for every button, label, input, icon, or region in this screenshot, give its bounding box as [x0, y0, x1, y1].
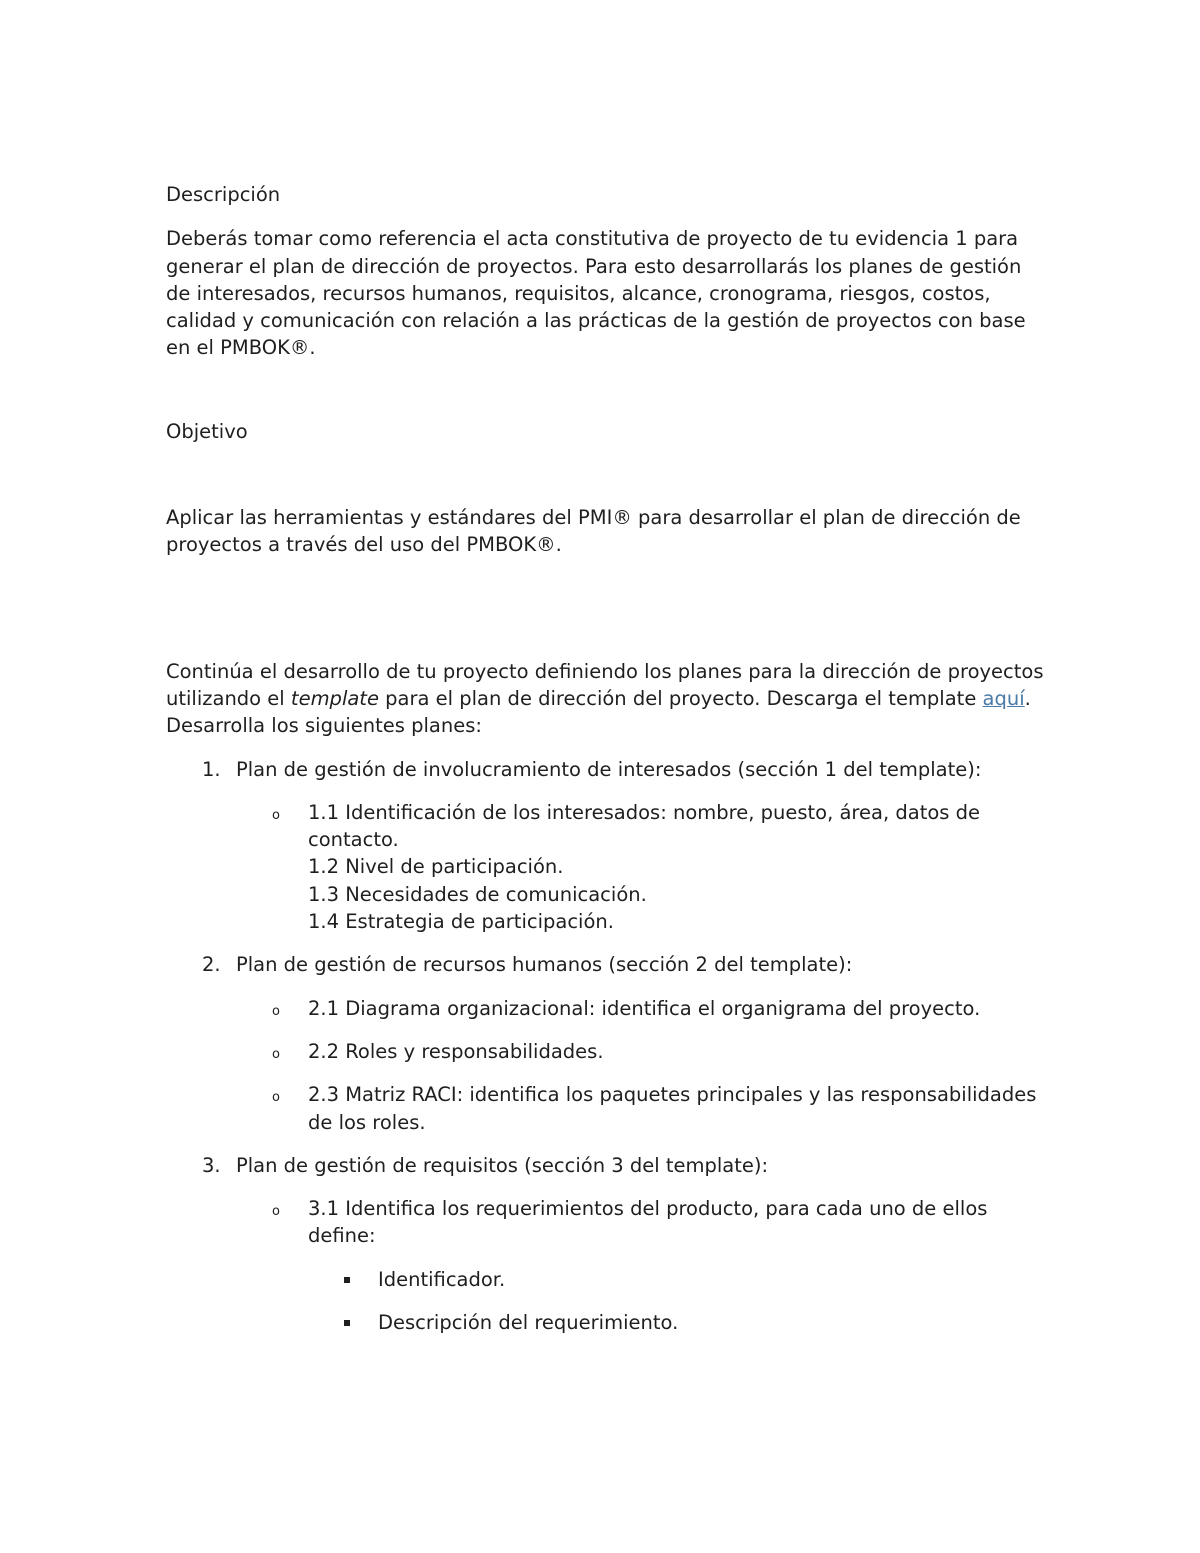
plan-number: 1.	[202, 757, 221, 781]
subsub-list	[308, 1266, 1046, 1337]
subitem-line: 2.2 Roles y responsabilidades.	[308, 1039, 604, 1063]
subitem-line: 1.3 Necesidades de comunicación.	[308, 882, 647, 906]
plan-number: 2.	[202, 953, 221, 977]
subitem	[236, 1081, 1046, 1136]
circle-bullet-icon: o	[272, 1003, 280, 1019]
continuation-text-3: . Desarrolla los siguientes planes:	[166, 686, 1031, 738]
square-bullet-icon	[344, 1277, 350, 1283]
plan-title: Plan de gestión de involucramiento de interesados (sección 1 del template):	[236, 757, 982, 781]
circle-bullet-icon: o	[272, 1046, 280, 1062]
plan-subitems	[236, 995, 1046, 1136]
objective-heading: Objetivo	[166, 419, 248, 443]
plan-number: 3.	[202, 1153, 221, 1177]
subsub-item-text: Identificador.	[378, 1267, 506, 1291]
plans-list	[166, 756, 1046, 1337]
continuation-text-2: para el plan de dirección del proyecto. Descarga el template	[378, 686, 983, 710]
circle-bullet-icon: o	[272, 1090, 280, 1106]
continuation-paragraph	[166, 658, 1046, 740]
subsub-item	[308, 1266, 1046, 1293]
subitem-line: 1.2 Nivel de participación.	[308, 855, 564, 879]
plan-item	[166, 756, 1046, 936]
circle-bullet-icon: o	[272, 807, 280, 823]
subitem-line: 2.3 Matriz RACI: identifica los paquetes principales y las responsabilidades de los roles.	[308, 1083, 1037, 1134]
download-template-link[interactable]: aquí	[982, 686, 1025, 710]
objective-text: Aplicar las herramientas y estándares del PMI® para desarrollar el plan de dirección de proyectos a través del uso del PMBOK®.	[166, 506, 1021, 557]
subsub-item	[308, 1309, 1046, 1336]
template-italic: template	[290, 686, 379, 710]
square-bullet-icon	[344, 1320, 350, 1326]
subitem	[236, 1038, 1046, 1065]
subitem	[236, 799, 1046, 935]
document-page	[166, 181, 1046, 1352]
description-heading: Descripción	[166, 183, 281, 206]
continuation-text-1: Continúa el desarrollo de tu proyecto definiendo los planes para la dirección de proyectos utilizando el	[166, 659, 1044, 710]
plan-item	[166, 951, 1046, 1135]
circle-bullet-icon: o	[272, 1204, 280, 1220]
description-text: Deberás tomar como referencia el acta constitutiva de proyecto de tu evidencia 1 para generar el plan de dirección de proyectos. Para esto desarrollarás los planes de gestión de interesados, recursos humanos, requisitos, alcance, cronograma, riesgos, costos, calidad y comunicación con relación a las prácticas de la gestión de proyectos con base en el PMBOK®.	[166, 227, 1026, 360]
subitem	[236, 995, 1046, 1022]
subitem-line: 2.1 Diagrama organizacional: identifica el organigrama del proyecto.	[308, 996, 981, 1020]
subitem-line: 3.1 Identifica los requerimientos del producto, para cada uno de ellos define:	[308, 1197, 988, 1248]
subitem-line: 1.4 Estrategia de participación.	[308, 910, 614, 934]
plan-subitems	[236, 799, 1046, 935]
plan-title: Plan de gestión de recursos humanos (sección 2 del template):	[236, 953, 853, 977]
plan-item	[166, 1152, 1046, 1336]
subitem-line: 1.1 Identificación de los interesados: nombre, puesto, área, datos de contacto.	[308, 800, 980, 852]
subitem	[236, 1195, 1046, 1336]
plan-subitems	[236, 1195, 1046, 1336]
plan-title: Plan de gestión de requisitos (sección 3 del template):	[236, 1153, 769, 1177]
subsub-item-text: Descripción del requerimiento.	[378, 1311, 679, 1335]
